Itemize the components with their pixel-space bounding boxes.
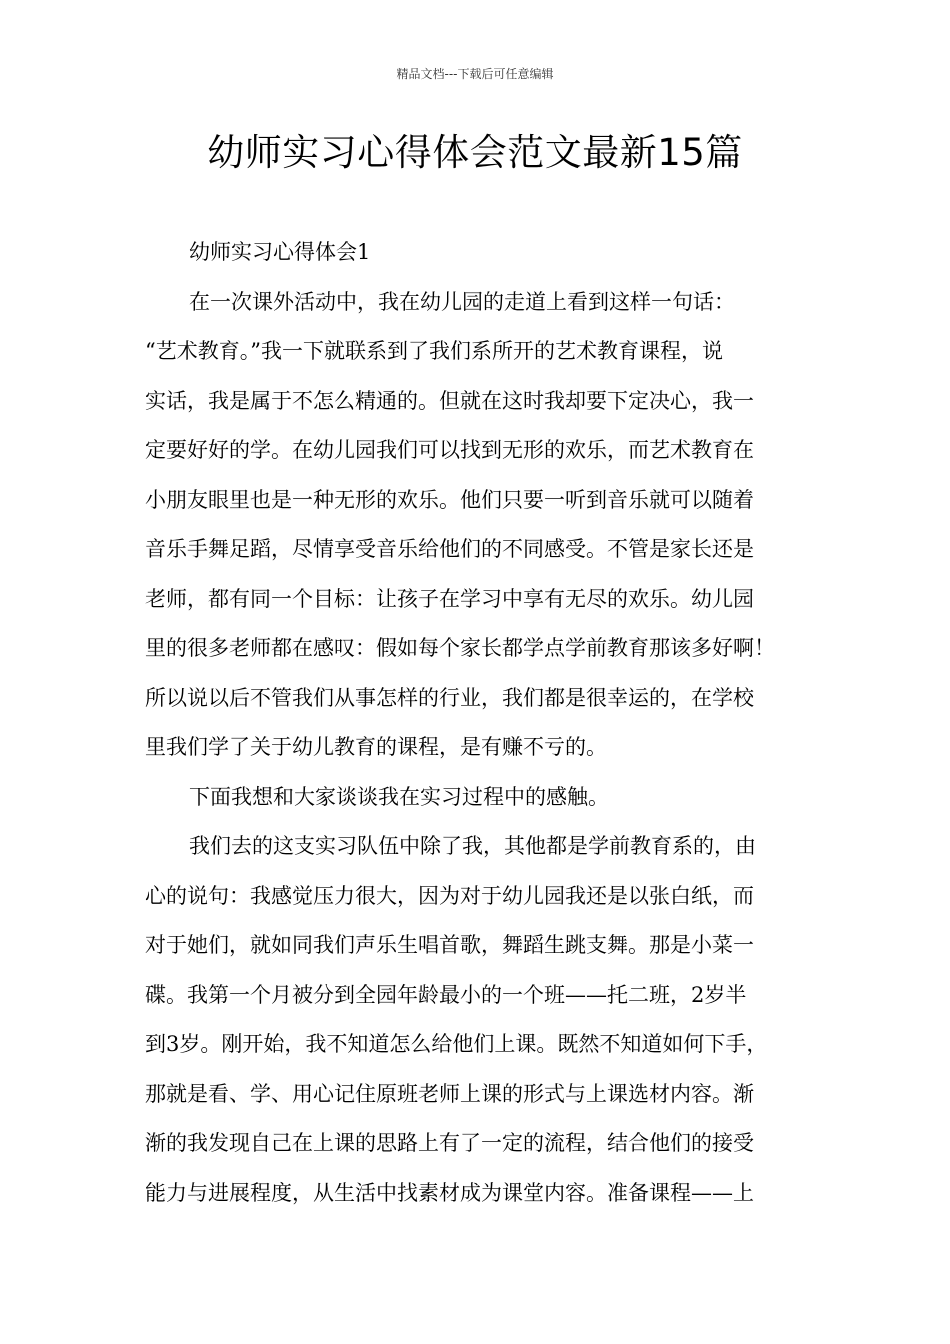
paragraph-line: 在一次课外活动中，我在幼儿园的走道上看到这样一句话： (189, 289, 735, 314)
section-heading: 幼师实习心得体会1 (189, 240, 371, 264)
paragraph-line: 心的说句：我感觉压力很大，因为对于幼儿园我还是以张白纸，而 (145, 883, 754, 908)
paragraph-line: 下面我想和大家谈谈我在实习过程中的感触。 (189, 784, 609, 809)
paragraph-line: 碟。我第一个月被分到全园年龄最小的一个班——托二班，2岁半 (145, 982, 747, 1007)
paragraph-line: 所以说以后不管我们从事怎样的行业，我们都是很幸运的，在学校 (145, 685, 754, 710)
paragraph-line: 我们去的这支实习队伍中除了我，其他都是学前教育系的，由 (189, 834, 756, 858)
paragraph-line: 音乐手舞足蹈，尽情享受音乐给他们的不同感受。不管是家长还是 (145, 537, 754, 561)
paragraph-line: 那就是看、学、用心记住原班老师上课的形式与上课选材内容。渐 (145, 1081, 754, 1106)
paragraph-line: 能力与进展程度，从生活中找素材成为课堂内容。准备课程——上 (145, 1180, 754, 1205)
paragraph-line: 定要好好的学。在幼儿园我们可以找到无形的欢乐，而艺术教育在 (145, 438, 754, 462)
paragraph-line: 对于她们，就如同我们声乐生唱首歌，舞蹈生跳支舞。那是小菜一 (145, 933, 754, 957)
header-note: 精品文档---下载后可任意编辑 (396, 67, 554, 81)
paragraph-line: 到3岁。刚开始，我不知道怎么给他们上课。既然不知道如何下手， (145, 1032, 768, 1056)
paragraph-line: 渐的我发现自己在上课的思路上有了一定的流程，结合他们的接受 (145, 1131, 754, 1155)
document-title: 幼师实习心得体会范文最新15篇 (207, 131, 743, 174)
paragraph-line: 小朋友眼里也是一种无形的欢乐。他们只要一听到音乐就可以随着 (145, 487, 754, 512)
paragraph-line: 实话，我是属于不怎么精通的。但就在这时我却要下定决心，我一 (145, 388, 754, 413)
document-body (145, 228, 815, 1218)
paragraph-line: “艺术教育。”我一下就联系到了我们系所开的艺术教育课程，说 (145, 339, 723, 363)
paragraph-line: 老师，都有同一个目标：让孩子在学习中享有无尽的欢乐。幼儿园 (145, 586, 754, 611)
paragraph-line: 里我们学了关于幼儿教育的课程，是有赚不亏的。 (145, 735, 607, 759)
paragraph-line: 里的很多老师都在感叹：假如每个家长都学点学前教育那该多好啊！ (145, 636, 775, 660)
